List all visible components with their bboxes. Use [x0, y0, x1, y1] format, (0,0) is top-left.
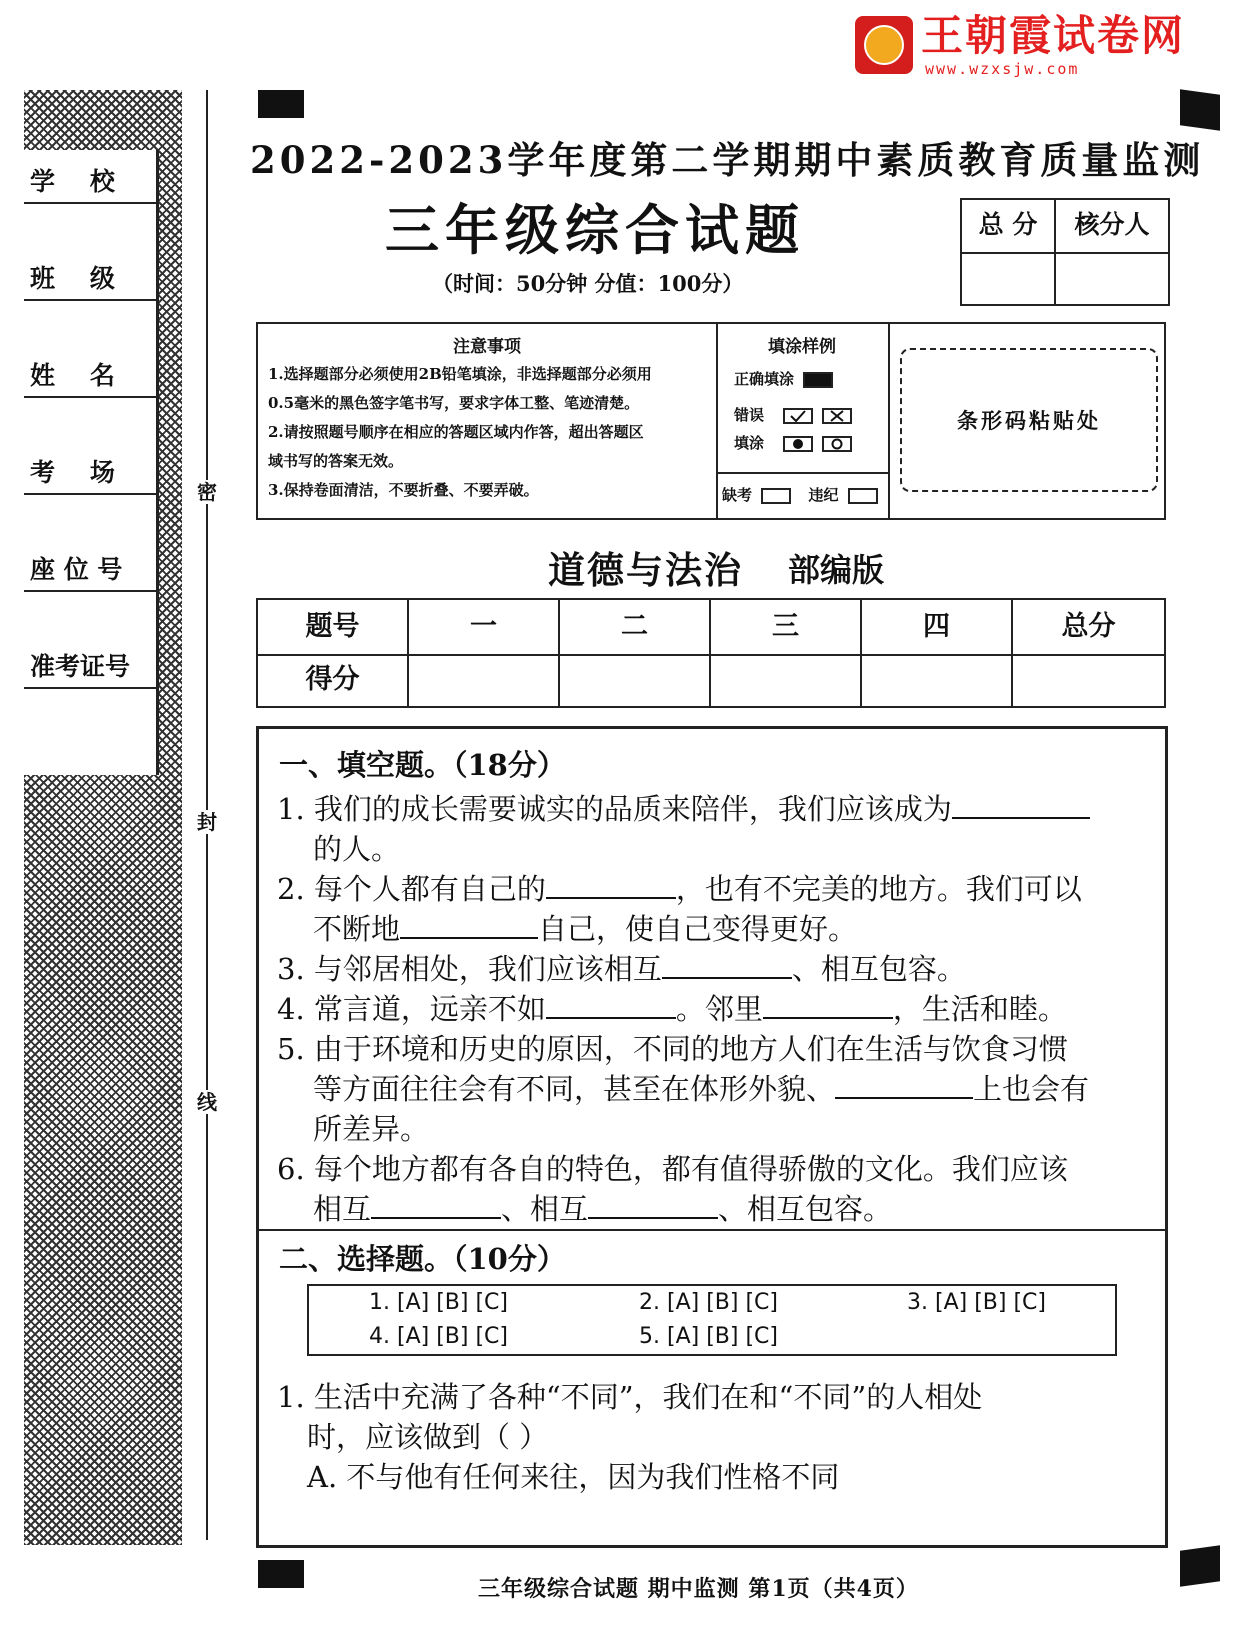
notice-item: 3.保持卷面清洁，不要折叠、不要弄破。	[268, 481, 539, 499]
answer-row-2[interactable]: 2. [A] [B] [C]	[639, 1290, 778, 1315]
filled-box-icon	[803, 372, 833, 388]
absent-label: 缺考	[722, 486, 753, 504]
info-label: 座 位 号	[30, 555, 123, 584]
part1-title: 一、填空题。（18分）	[279, 748, 566, 782]
alignment-marker	[258, 90, 304, 118]
score-cell[interactable]	[560, 654, 711, 706]
notice-item: 1.选择题部分必须使用2B铅笔填涂，非选择题部分必须用	[268, 365, 652, 383]
total-score-box	[960, 198, 1170, 306]
page-footer: 三年级综合试题 期中监测 第1页（共4页）	[478, 1576, 919, 1602]
checker-label: 核分人	[1056, 200, 1168, 254]
watermark-url: www.wzxsjw.com	[925, 60, 1080, 78]
cross-box-icon	[822, 408, 852, 424]
question-line: 3. 与邻居相处，我们应该相互 、相互包容。	[277, 952, 966, 986]
info-field-ticket[interactable]	[24, 635, 156, 738]
circle-box-icon	[822, 436, 852, 452]
score-cell[interactable]	[711, 654, 862, 706]
violation-checkbox[interactable]	[848, 488, 878, 504]
answer-blank[interactable]	[588, 1191, 718, 1219]
option-a: A. 不与他有任何来往，因为我们性格不同	[307, 1460, 840, 1494]
info-field-seat[interactable]	[24, 538, 156, 641]
total-score-label: 总 分	[962, 200, 1056, 254]
student-info-panel	[24, 150, 159, 775]
answer-row-1[interactable]: 1. [A] [B] [C]	[369, 1290, 508, 1315]
subject-title: 三年级综合试题	[385, 198, 805, 262]
notice-box	[256, 322, 1166, 520]
answer-row-5[interactable]: 5. [A] [B] [C]	[639, 1324, 778, 1349]
info-field-class[interactable]	[24, 247, 156, 350]
score-table-header: 总分	[1061, 611, 1116, 642]
score-row-label: 得分	[258, 654, 409, 706]
section-edition: 部编版	[788, 551, 885, 589]
answer-blank[interactable]	[662, 951, 792, 979]
info-field-school[interactable]	[24, 150, 156, 253]
answer-blank[interactable]	[952, 791, 1090, 819]
barcode-label: 条形码粘贴处	[957, 408, 1101, 433]
fill-sample-title: 填涂样例	[768, 337, 836, 357]
question-line: 5. 由于环境和历史的原因，不同的地方人们在生活与饮食习惯	[277, 1032, 1068, 1066]
info-label: 准考证号	[30, 652, 131, 681]
answer-blank[interactable]	[763, 991, 893, 1019]
notice-section	[258, 324, 718, 518]
score-cell[interactable]	[1013, 654, 1164, 706]
alignment-marker	[1180, 89, 1220, 131]
wrong-fill-label-2: 填涂	[734, 434, 765, 452]
info-label: 班 级	[30, 264, 115, 293]
absent-checkbox[interactable]	[761, 488, 791, 504]
score-table	[256, 598, 1166, 708]
notice-title: 注意事项	[453, 337, 521, 357]
info-label: 学 校	[30, 167, 115, 196]
answer-blank[interactable]	[546, 991, 676, 1019]
answer-sheet	[307, 1284, 1117, 1356]
seal-icon	[855, 16, 913, 74]
wrong-fill-label: 错误	[734, 406, 765, 424]
answer-blank[interactable]	[546, 871, 676, 899]
score-table-header: 一	[409, 600, 560, 654]
question-line: 6. 每个地方都有各自的特色，都有值得骄傲的文化。我们应该	[277, 1152, 1068, 1186]
info-label: 考 场	[30, 458, 115, 487]
time-info: （时间：50分钟 分值：100分）	[432, 271, 744, 296]
question-line: 4. 常言道，远亲不如 。邻里 ，生活和睦。	[277, 992, 1067, 1026]
barcode-area	[900, 348, 1158, 492]
watermark-logo	[855, 11, 1186, 78]
check-box-icon	[783, 408, 813, 424]
question-line: 时，应该做到（ ）	[307, 1420, 549, 1454]
answer-row-4[interactable]: 4. [A] [B] [C]	[369, 1324, 508, 1349]
question-line: 等方面往往会有不同，甚至在体形外貌、 上也会有	[313, 1072, 1090, 1106]
answer-row-3[interactable]: 3. [A] [B] [C]	[907, 1290, 1046, 1315]
alignment-marker	[1180, 1545, 1220, 1587]
section-title: 道德与法治	[548, 548, 743, 592]
part2-title: 二、选择题。（10分）	[279, 1242, 566, 1276]
watermark-brand: 王朝霞试卷网	[921, 11, 1186, 60]
seal-char-mi: 密	[197, 480, 217, 504]
question-box	[256, 726, 1168, 1548]
answer-blank[interactable]	[400, 911, 538, 939]
alignment-marker	[258, 1560, 304, 1588]
correct-fill-label: 正确填涂	[734, 370, 795, 388]
dot-box-icon	[783, 436, 813, 452]
question-line: 1. 我们的成长需要诚实的品质来陪伴，我们应该成为	[277, 789, 1090, 829]
score-cell[interactable]	[409, 654, 560, 706]
info-field-room[interactable]	[24, 441, 156, 544]
question-line: 不断地 自己，使自己变得更好。	[313, 912, 858, 946]
question-line: 所差异。	[313, 1112, 430, 1146]
notice-item: 2.请按照题号顺序在相应的答题区域内作答，超出答题区	[268, 423, 644, 441]
fill-sample	[716, 324, 890, 518]
score-cell[interactable]	[862, 654, 1013, 706]
notice-item: 域书写的答案无效。	[268, 452, 404, 470]
checker-cell[interactable]	[1056, 254, 1168, 304]
seal-char-feng: 封	[197, 810, 217, 834]
info-field-name[interactable]	[24, 344, 156, 447]
answer-blank[interactable]	[371, 1191, 501, 1219]
info-label: 姓 名	[30, 361, 115, 390]
question-line: 的人。	[313, 832, 401, 866]
score-table-header: 题号	[258, 600, 409, 654]
question-line: 2. 每个人都有自己的 ，也有不完美的地方。我们可以	[277, 872, 1082, 906]
score-table-header: 四	[862, 600, 1013, 654]
question-line: 1. 生活中充满了各种“不同”，我们在和“不同”的人相处	[277, 1380, 983, 1414]
total-score-cell[interactable]	[962, 254, 1056, 304]
question-line: 相互 、相互 、相互包容。	[313, 1192, 893, 1226]
score-table-header: 三	[711, 600, 862, 654]
score-table-header: 二	[560, 600, 711, 654]
exam-title: 2022-2023学年度第二学期期中素质教育质量监测	[250, 138, 1205, 182]
answer-blank[interactable]	[835, 1071, 973, 1099]
seal-char-xian: 线	[197, 1090, 217, 1114]
notice-item: 0.5毫米的黑色签字笔书写，要求字体工整、笔迹清楚。	[268, 394, 640, 412]
violation-label: 违纪	[808, 486, 839, 504]
